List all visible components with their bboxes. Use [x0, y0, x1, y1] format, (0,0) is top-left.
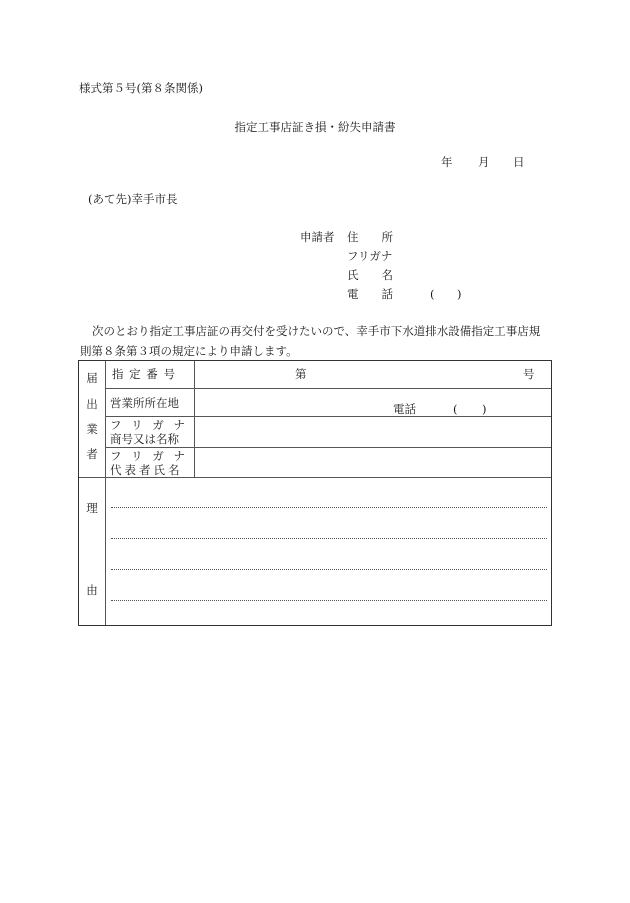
designation-number-label: 指 定 番 号 [112, 367, 176, 381]
date-day: 日 [513, 155, 525, 169]
office-phone-paren-open: ( [453, 402, 458, 416]
reason-line-1 [111, 507, 547, 508]
side-label-char-3: 業 [86, 422, 98, 436]
row-divider-1 [105, 388, 551, 389]
request-statement [80, 321, 560, 361]
request-statement-line2: 則第８条第３項の規定により申請します。 [80, 344, 298, 358]
applicant-phone-label: 電 話 [347, 287, 393, 301]
section-divider [79, 477, 551, 478]
reason-char-2: 由 [86, 583, 98, 597]
side-label-char-1: 届 [86, 371, 98, 385]
applicant-address-label: 住 所 [347, 230, 393, 244]
row-divider-2 [105, 416, 551, 417]
applicant-name-label: 氏 名 [347, 268, 393, 282]
designation-go: 号 [523, 367, 535, 381]
side-column-divider [105, 361, 106, 625]
application-table [78, 360, 552, 626]
trade-name-furigana-label: フ リ ガ ナ [110, 418, 188, 432]
form-number: 様式第５号(第８条関係) [79, 81, 203, 95]
addressee: (あて先)幸手市長 [88, 192, 178, 206]
representative-furigana-label: フ リ ガ ナ [110, 449, 188, 463]
reason-line-2 [111, 538, 547, 539]
designation-dai: 第 [295, 367, 307, 381]
reason-line-3 [111, 569, 547, 570]
office-phone-paren-close: ) [482, 402, 487, 416]
representative-name-label: 代表者氏名 [110, 463, 183, 477]
document-title: 指定工事店証き損・紛失申請書 [234, 120, 396, 134]
date-year: 年 [441, 155, 453, 169]
applicant-furigana-label: フリガナ [347, 249, 393, 263]
office-phone-label: 電話 [393, 402, 416, 416]
applicant-label: 申請者 [300, 230, 335, 244]
applicant-phone-paren-close: ) [457, 287, 462, 301]
label-column-divider [194, 361, 195, 477]
side-label-char-2: 出 [86, 397, 98, 411]
reason-line-4 [111, 600, 547, 601]
trade-name-label: 商号又は名称 [110, 432, 179, 446]
request-statement-line1: 次のとおり指定工事店証の再交付を受けたいので、幸手市下水道排水設備指定工事店規 [92, 324, 541, 338]
reason-char-1: 理 [86, 501, 98, 515]
office-location-label: 営業所所在地 [110, 396, 179, 410]
date-month: 月 [478, 155, 490, 169]
row-divider-3 [105, 447, 551, 448]
applicant-phone-paren-open: ( [430, 287, 435, 301]
side-label-char-4: 者 [86, 447, 98, 461]
